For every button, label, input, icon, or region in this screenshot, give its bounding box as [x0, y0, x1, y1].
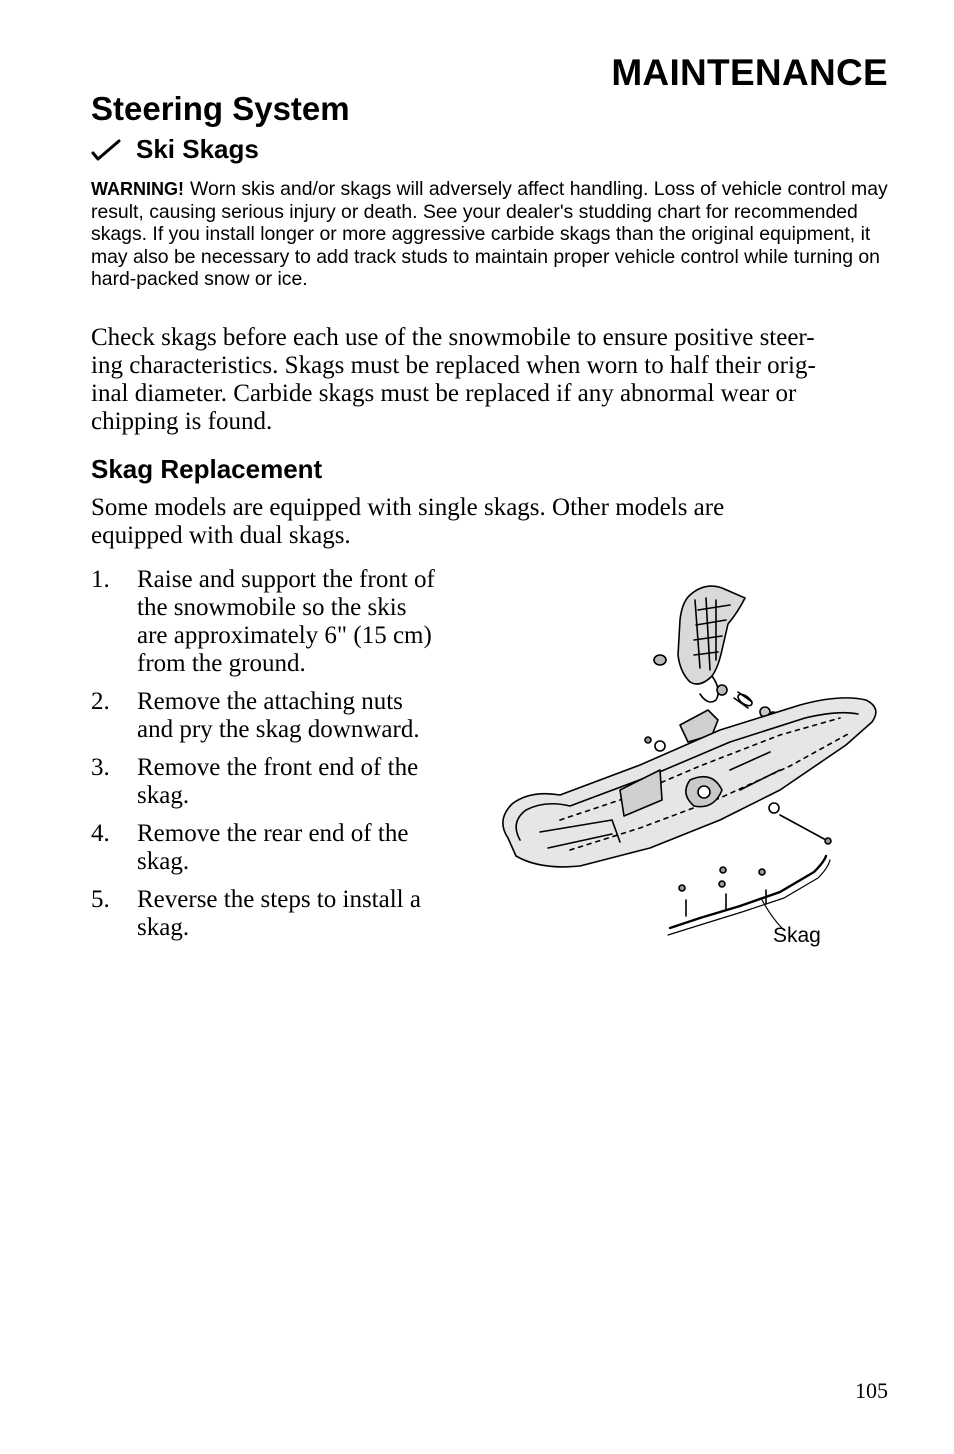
step-number: 5.: [91, 886, 110, 913]
warning-text: Worn skis and/or skags will adversely affect handling. Loss of vehicle control may result, causing serious injury or death. See your dealer's studding chart for recommended skags. If you install longer or more aggressive carbide skags than the original equipment, it may also be necessary to add track studs to maintain proper vehicle control while turning on hard-packed snow or ice.: [91, 178, 888, 291]
step-line: skag.: [137, 782, 190, 809]
spindle-illustration: [678, 586, 745, 702]
warning-label: WARNING!: [91, 179, 184, 199]
list-item: [91, 886, 481, 942]
step-line: Remove the rear end of the: [137, 820, 409, 847]
step-line: and pry the skag downward.: [137, 716, 420, 743]
subsection-title: Ski Skags: [136, 134, 259, 164]
paragraph-line: Some models are equipped with single skags. Other models are: [91, 494, 725, 521]
step-line: Remove the front end of the: [137, 754, 419, 781]
skag-replacement-paragraph: [91, 494, 891, 550]
skag-replacement-heading: Skag Replacement: [91, 454, 323, 484]
paragraph-line: equipped with dual skags.: [91, 522, 351, 549]
intro-paragraph: [91, 324, 891, 436]
skag-callout-label: Skag: [773, 924, 821, 947]
step-line: skag.: [137, 914, 190, 941]
section-title: Steering System: [91, 90, 350, 127]
paragraph-line: inal diameter. Carbide skags must be replaced if any abnormal wear or: [91, 380, 797, 407]
steps-list: [91, 566, 481, 952]
step-line: are approximately 6" (15 cm): [137, 622, 432, 649]
step-number: 2.: [91, 688, 110, 715]
list-item: [91, 688, 481, 744]
warning-block: [91, 178, 891, 291]
step-line: Raise and support the front of: [137, 566, 435, 593]
step-line: from the ground.: [137, 650, 306, 677]
step-number: 3.: [91, 754, 110, 781]
paragraph-line: ing characteristics. Skags must be replaced when worn to half their orig-: [91, 352, 816, 379]
page-number: 105: [855, 1378, 888, 1403]
step-line: the snowmobile so the skis: [137, 594, 407, 621]
chapter-title: MAINTENANCE: [611, 52, 888, 93]
step-line: Remove the attaching nuts: [137, 688, 403, 715]
ski-skag-exploded-diagram: [490, 575, 890, 955]
step-line: skag.: [137, 848, 190, 875]
list-item: [91, 566, 481, 678]
subsection-heading: [91, 134, 259, 165]
list-item: [91, 820, 481, 876]
paragraph-line: chipping is found.: [91, 408, 273, 435]
step-line: Reverse the steps to install a: [137, 886, 421, 913]
step-number: 1.: [91, 566, 110, 593]
step-number: 4.: [91, 820, 110, 847]
checkmark-icon: [91, 139, 121, 161]
list-item: [91, 754, 481, 810]
paragraph-line: Check skags before each use of the snowmobile to ensure positive steer-: [91, 324, 815, 351]
